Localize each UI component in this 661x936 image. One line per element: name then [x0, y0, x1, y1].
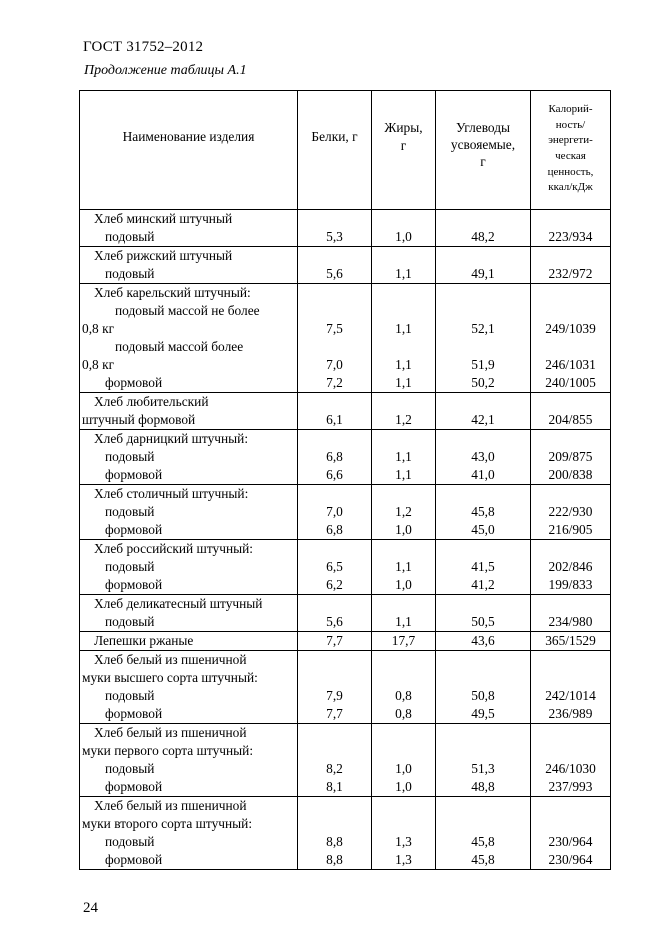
product-name-cell — [80, 724, 298, 779]
carbs-cell: 45,8 — [436, 851, 531, 870]
energy-cell: 249/1039 — [531, 284, 611, 339]
product-group — [80, 651, 611, 724]
energy-cell: 230/964 — [531, 797, 611, 852]
product-group — [80, 632, 611, 651]
energy-cell: 223/934 — [531, 210, 611, 247]
fat-cell: 1,0 — [372, 576, 436, 595]
protein-cell: 6,2 — [298, 576, 372, 595]
product-group — [80, 797, 611, 870]
product-name-cell — [80, 247, 298, 284]
carbs-cell: 48,2 — [436, 210, 531, 247]
carbs-cell: 52,1 — [436, 284, 531, 339]
fat-cell: 0,8 — [372, 705, 436, 724]
table-row — [80, 540, 611, 577]
column-header-energy-line: ческая — [555, 150, 586, 162]
protein-cell: 7,2 — [298, 374, 372, 393]
product-group — [80, 595, 611, 632]
page-number: 24 — [83, 900, 98, 916]
column-header-fat — [372, 91, 436, 210]
column-header-name: Наименование изделия — [80, 91, 298, 210]
protein-cell: 6,1 — [298, 393, 372, 430]
standard-number: ГОСТ 31752–2012 — [83, 39, 204, 55]
column-header-energy-line: ценность, — [547, 165, 594, 178]
column-header-carbs-line: г — [480, 153, 486, 169]
product-group — [80, 393, 611, 430]
product-name-cell — [80, 374, 298, 393]
column-header-energy — [531, 91, 611, 210]
product-name-cell — [80, 851, 298, 870]
product-name-line: штучный формовой — [82, 412, 196, 427]
protein-cell: 6,8 — [298, 430, 372, 467]
energy-cell: 230/964 — [531, 851, 611, 870]
table-header-row — [80, 91, 611, 210]
energy-cell: 199/833 — [531, 576, 611, 595]
fat-cell: 1,1 — [372, 284, 436, 339]
product-group — [80, 724, 611, 797]
fat-cell: 1,0 — [372, 521, 436, 540]
product-name-cell — [80, 466, 298, 485]
fat-cell: 17,7 — [372, 632, 436, 651]
product-name-line: Хлеб белый из пшеничной — [94, 652, 247, 667]
column-header-energy-line: энергети- — [548, 134, 593, 147]
table-row — [80, 430, 611, 467]
carbs-cell: 45,8 — [436, 485, 531, 522]
product-name-cell — [80, 595, 298, 632]
product-name-cell — [80, 576, 298, 595]
product-name-cell — [80, 430, 298, 467]
product-name-line: муки первого сорта штучный: — [82, 743, 254, 758]
carbs-cell: 49,5 — [436, 705, 531, 724]
product-name-line: Хлеб рижский штучный — [94, 248, 233, 263]
product-name-line: Хлеб деликатесный штучный — [94, 596, 263, 611]
product-name-line: подовый — [105, 504, 155, 519]
table-row — [80, 284, 611, 339]
energy-cell: 246/1030 — [531, 724, 611, 779]
fat-cell: 0,8 — [372, 651, 436, 706]
column-header-energy-line: ккал/кДж — [548, 181, 593, 194]
fat-cell: 1,1 — [372, 247, 436, 284]
carbs-cell: 45,8 — [436, 797, 531, 852]
product-group — [80, 284, 611, 393]
product-group — [80, 210, 611, 247]
product-name-line: муки второго сорта штучный: — [82, 816, 253, 831]
column-header-carbs-line: усвояемые, — [450, 136, 516, 152]
product-name-cell — [80, 485, 298, 522]
product-name-line: формовой — [105, 375, 163, 390]
protein-cell: 5,6 — [298, 247, 372, 284]
product-name-line: подовый — [105, 229, 155, 244]
product-name-line: 0,8 кг — [82, 321, 115, 336]
protein-cell: 7,9 — [298, 651, 372, 706]
carbs-cell: 50,2 — [436, 374, 531, 393]
product-name-line: 0,8 кг — [82, 357, 115, 372]
column-header-protein: Белки, г — [298, 91, 372, 210]
product-name-line: формовой — [105, 779, 163, 794]
table-row — [80, 247, 611, 284]
energy-cell: 365/1529 — [531, 632, 611, 651]
energy-cell: 216/905 — [531, 521, 611, 540]
table-row — [80, 632, 611, 651]
fat-cell: 1,1 — [372, 466, 436, 485]
product-name-cell — [80, 210, 298, 247]
product-name-line: подовый — [105, 559, 155, 574]
product-name-line: Хлеб белый из пшеничной — [94, 798, 247, 813]
product-group — [80, 485, 611, 540]
protein-cell: 6,6 — [298, 466, 372, 485]
fat-cell: 1,1 — [372, 430, 436, 467]
protein-cell: 5,3 — [298, 210, 372, 247]
protein-cell: 8,2 — [298, 724, 372, 779]
protein-cell: 7,7 — [298, 705, 372, 724]
product-group — [80, 247, 611, 284]
product-name-cell — [80, 797, 298, 852]
protein-cell: 6,5 — [298, 540, 372, 577]
carbs-cell: 41,0 — [436, 466, 531, 485]
product-name-cell — [80, 521, 298, 540]
carbs-cell: 51,9 — [436, 338, 531, 374]
product-group — [80, 430, 611, 485]
carbs-cell: 51,3 — [436, 724, 531, 779]
table-row — [80, 576, 611, 595]
product-name-line: подовый массой не более — [115, 303, 260, 318]
product-name-line: подовый — [105, 614, 155, 629]
product-name-line: Хлеб столичный штучный: — [94, 486, 249, 501]
nutrition-table — [79, 90, 611, 870]
protein-cell: 7,7 — [298, 632, 372, 651]
table-row — [80, 521, 611, 540]
fat-cell: 1,1 — [372, 595, 436, 632]
fat-cell: 1,1 — [372, 540, 436, 577]
product-name-line: формовой — [105, 852, 163, 867]
table-row — [80, 724, 611, 779]
product-name-line: Хлеб российский штучный: — [94, 541, 253, 556]
fat-cell: 1,2 — [372, 485, 436, 522]
product-group — [80, 540, 611, 595]
product-name-line: подовый — [105, 688, 155, 703]
product-name-line: Хлеб дарницкий штучный: — [94, 431, 249, 446]
protein-cell: 6,8 — [298, 521, 372, 540]
energy-cell: 237/993 — [531, 778, 611, 797]
fat-cell: 1,3 — [372, 797, 436, 852]
table-row — [80, 705, 611, 724]
product-name-line: муки высшего сорта штучный: — [82, 670, 258, 685]
energy-cell: 202/846 — [531, 540, 611, 577]
product-name-cell — [80, 393, 298, 430]
product-name-cell — [80, 632, 298, 651]
protein-cell: 5,6 — [298, 595, 372, 632]
energy-cell: 246/1031 — [531, 338, 611, 374]
carbs-cell: 43,6 — [436, 632, 531, 651]
fat-cell: 1,2 — [372, 393, 436, 430]
protein-cell: 7,0 — [298, 338, 372, 374]
carbs-cell: 41,5 — [436, 540, 531, 577]
energy-cell: 209/875 — [531, 430, 611, 467]
product-name-line: Хлеб минский штучный — [94, 211, 233, 226]
fat-cell: 1,3 — [372, 851, 436, 870]
column-header-fat-line: г — [400, 138, 407, 153]
product-name-cell — [80, 705, 298, 724]
product-name-line: подовый — [105, 834, 155, 849]
fat-cell: 1,0 — [372, 778, 436, 797]
table-row — [80, 595, 611, 632]
product-name-cell — [80, 284, 298, 339]
energy-cell: 240/1005 — [531, 374, 611, 393]
table-row — [80, 466, 611, 485]
product-name-line: подовый — [105, 266, 155, 281]
fat-cell: 1,1 — [372, 374, 436, 393]
table-row — [80, 651, 611, 706]
product-name-line: Хлеб карельский штучный: — [94, 285, 251, 300]
protein-cell: 8,8 — [298, 797, 372, 852]
energy-cell: 204/855 — [531, 393, 611, 430]
carbs-cell: 50,5 — [436, 595, 531, 632]
product-name-cell — [80, 651, 298, 706]
table-row — [80, 374, 611, 393]
column-header-fat-line: Жиры, — [384, 120, 423, 135]
product-name-line: подовый массой более — [115, 339, 244, 354]
product-name-line: формовой — [105, 577, 163, 592]
column-header-carbs-line: Углеводы — [455, 119, 511, 135]
product-name-line: Хлеб любительский — [94, 394, 209, 409]
table-row — [80, 338, 611, 374]
carbs-cell: 45,0 — [436, 521, 531, 540]
carbs-cell: 50,8 — [436, 651, 531, 706]
energy-cell: 232/972 — [531, 247, 611, 284]
protein-cell: 8,8 — [298, 851, 372, 870]
carbs-cell: 41,2 — [436, 576, 531, 595]
energy-cell: 234/980 — [531, 595, 611, 632]
column-header-energy-line: ность/ — [555, 118, 586, 131]
product-name-cell — [80, 338, 298, 374]
energy-cell: 222/930 — [531, 485, 611, 522]
carbs-cell: 48,8 — [436, 778, 531, 797]
product-name-line: формовой — [105, 706, 163, 721]
fat-cell: 1,1 — [372, 338, 436, 374]
protein-cell: 8,1 — [298, 778, 372, 797]
table-continuation-caption: Продолжение таблицы А.1 — [84, 63, 247, 78]
carbs-cell: 43,0 — [436, 430, 531, 467]
protein-cell: 7,0 — [298, 485, 372, 522]
product-name-cell — [80, 540, 298, 577]
fat-cell: 1,0 — [372, 210, 436, 247]
product-name-line: формовой — [105, 467, 163, 482]
product-name-cell — [80, 778, 298, 797]
fat-cell: 1,0 — [372, 724, 436, 779]
energy-cell: 236/989 — [531, 705, 611, 724]
carbs-cell: 42,1 — [436, 393, 531, 430]
product-name-line: подовый — [105, 449, 155, 464]
product-name-line: подовый — [105, 761, 155, 776]
table-row — [80, 778, 611, 797]
energy-cell: 242/1014 — [531, 651, 611, 706]
carbs-cell: 49,1 — [436, 247, 531, 284]
table-row — [80, 485, 611, 522]
product-name-line: формовой — [105, 522, 163, 537]
energy-cell: 200/838 — [531, 466, 611, 485]
table-row — [80, 797, 611, 852]
product-name-line: Хлеб белый из пшеничной — [94, 725, 247, 740]
table-row — [80, 210, 611, 247]
column-header-energy-line: Калорий- — [548, 103, 593, 116]
protein-cell: 7,5 — [298, 284, 372, 339]
column-header-carbs — [436, 91, 531, 210]
table-row — [80, 393, 611, 430]
product-name-line: Лепешки ржаные — [94, 633, 194, 648]
table-row — [80, 851, 611, 870]
